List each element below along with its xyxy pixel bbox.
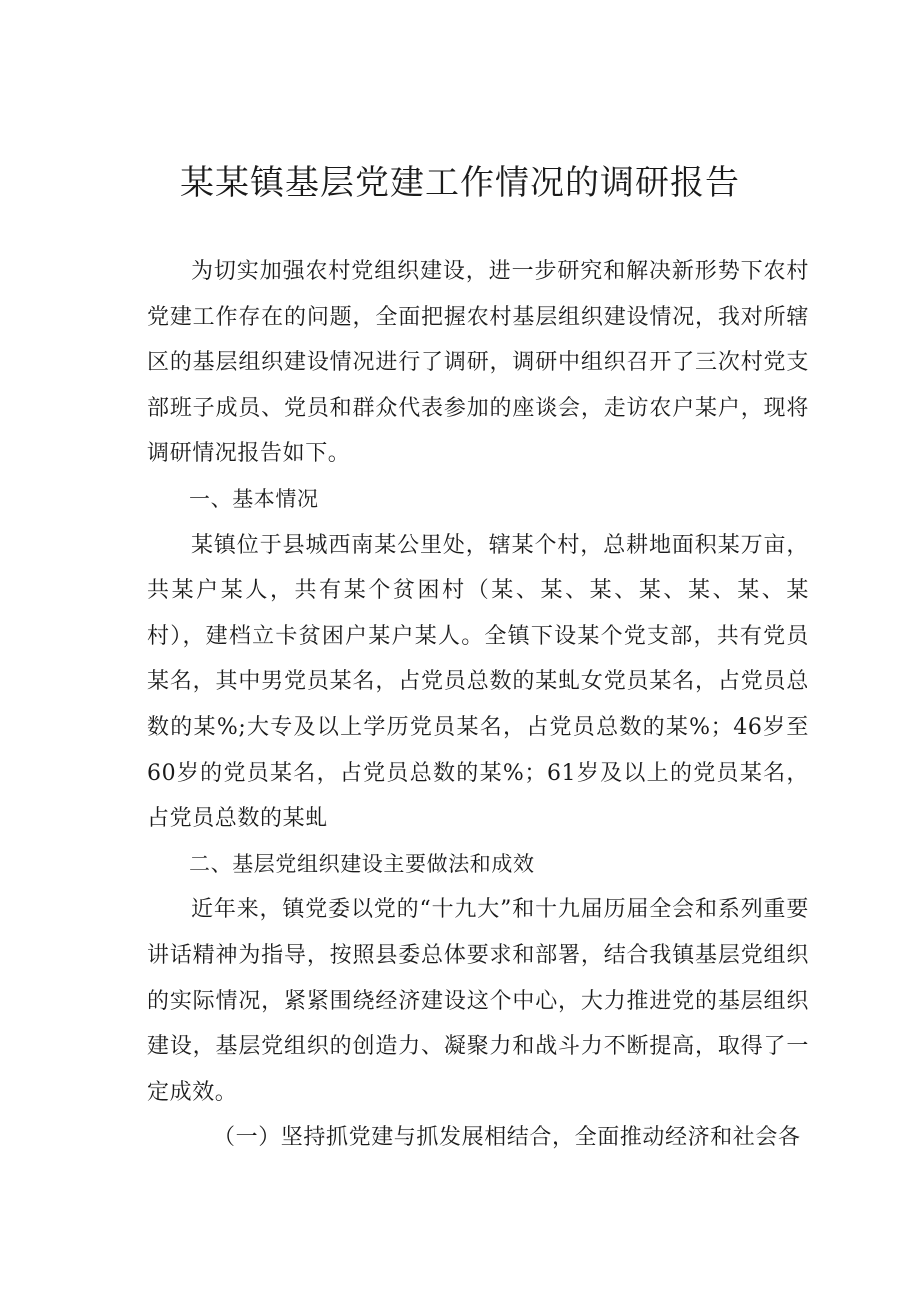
section-1-heading: 一、基本情况 bbox=[189, 486, 319, 511]
intro-paragraph: 为切实加强农村党组织建设，进一步研究和解决新形势下农村党建工作存在的问题，全面把握农村基层组织建设情况，我对所辖区的基层组织建设情况进行了调研，调研中组织召开了三次村党支部班子成员、党员和群众代表参加的座谈会，走访农户某户，现将调研情况报告如下。 bbox=[147, 259, 809, 467]
section-2-paragraph: 近年来，镇党委以党的“十九大”和十九届历届全会和系列重要讲话精神为指导，按照县委总体要求和部署，结合我镇基层党组织的实际情况，紧紧围绕经济建设这个中心，大力推进党的基层组织建设，基层党组织的创造力、凝聚力和战斗力不断提高，取得了一定成效。 bbox=[147, 897, 809, 1105]
document-title: 某某镇基层党建工作情况的调研报告 bbox=[180, 163, 740, 203]
document-body bbox=[147, 249, 809, 1161]
section-2-subheading: （一）坚持抓党建与抓发展相结合，全面推动经济和社会各 bbox=[213, 1125, 801, 1151]
section-2-heading: 二、基层党组织建设主要做法和成效 bbox=[189, 851, 535, 876]
section-1-paragraph: 某镇位于县城西南某公里处，辖某个村，总耕地面积某万亩，共某户某人，共有某个贫困村（某、某、某、某、某、某、某村），建档立卡贫困户某户某人。全镇下设某个党支部，共有党员某名，其中男党员某名，占党员总数的某虬女党员某名，占党员总数的某%;大专及以上学历党员某名，占党员总数的某%；46岁至60岁的党员某名，占党员总数的某%；61岁及以上的党员某名，占党员总数的某虬 bbox=[147, 532, 809, 832]
